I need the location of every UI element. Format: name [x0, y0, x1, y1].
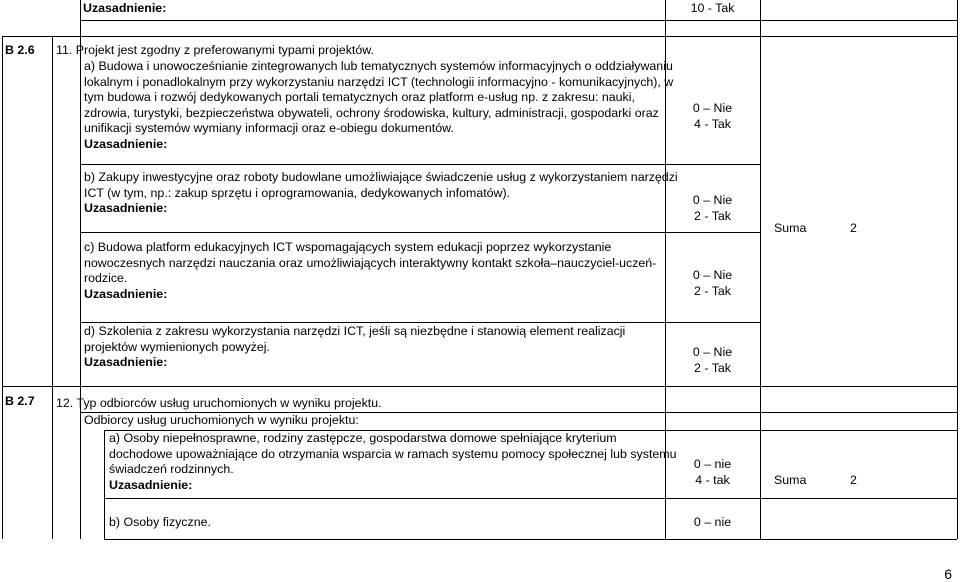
score-yes: 4 - tak [695, 472, 730, 487]
description-line: dochodowe upoważniające do otrzymania wsparcia w ramach systemu pomocy społecznej lub systemu [109, 446, 677, 461]
recipients-header: Odbiorcy usług uruchomionych w wyniku projektu: [84, 413, 359, 427]
score-no: 0 – Nie [692, 193, 733, 207]
rule [2, 36, 957, 37]
description-line: lokalnym i ponadlokalnym przy wykorzystaniu narzędzi ICT (technologii informacyjno - komunikacyjnych), w [84, 74, 674, 89]
criterion-id: B 2.7 [5, 394, 35, 408]
description-line: rodzice. [84, 271, 128, 286]
score-no: 0 – Nie [692, 101, 733, 115]
sum-label: Suma [774, 473, 807, 487]
description-line: c) Budowa platform edukacyjnych ICT wspomagających system edukacji poprzez wykorzystanie [84, 240, 612, 254]
rule [957, 0, 958, 539]
description-line: zdrowia, turystyki, bezpieczeństwa obywateli, ochrony środowiska, kultury, administracji, gospodarki oraz [84, 105, 659, 120]
rule [80, 20, 957, 21]
rule [760, 0, 761, 539]
justification-label: Uzasadnienie: [84, 201, 168, 216]
score-no: 0 – Nie [692, 268, 733, 282]
rule [80, 164, 760, 165]
score-value: 10 - Tak [690, 1, 735, 15]
score-yes: 2 - Tak [694, 208, 731, 223]
description-line: projektów wymienionych powyżej. [84, 339, 270, 354]
recipient-option-b: b) Osoby fizyczne. [109, 515, 211, 529]
description-line: d) Szkolenia z zakresu wykorzystania narzędzi ICT, jeśli są niezbędne i stanowią element realizacji [84, 324, 626, 338]
justification-label: Uzasadnienie: [84, 355, 168, 370]
score-yes: 2 - Tak [694, 360, 731, 375]
page-number: 6 [944, 566, 952, 582]
sum-value: 2 [850, 221, 857, 235]
rule [104, 539, 957, 540]
rule [104, 430, 105, 539]
criterion-id: B 2.6 [5, 43, 35, 57]
score-yes: 2 - Tak [694, 283, 731, 298]
sum-label: Suma [774, 221, 807, 235]
criterion-title: 11. Projekt jest zgodny z preferowanymi typami projektów. [56, 43, 374, 57]
rule [80, 232, 760, 233]
justification-label: Uzasadnienie: [83, 1, 167, 15]
description-line: świadczeń rodzinnych. [109, 462, 234, 477]
rule [2, 36, 3, 539]
description-line: unifikacji systemów wymiany informacji oraz e-obiegu dokumentów. [84, 121, 454, 136]
score-no: 0 – nie [693, 457, 732, 471]
rule [80, 0, 81, 539]
sum-value: 2 [850, 473, 857, 487]
score-yes: 4 - Tak [694, 116, 731, 131]
score-no: 0 – nie [693, 515, 732, 529]
rule [52, 36, 53, 539]
justification-label: Uzasadnienie: [84, 286, 168, 301]
description-line: ICT (w tym, np.: zakup sprzętu i oprogramowania, dedykowanych infomatów). [84, 185, 511, 200]
justification-label: Uzasadnienie: [109, 477, 193, 492]
rule [2, 386, 957, 387]
criterion-title: 12. Typ odbiorców usług uruchomionych w wyniku projektu. [56, 396, 382, 410]
description-line: b) Zakupy inwestycyjne oraz roboty budowlane umożliwiające świadczenie usług z wykorzystaniem narzędzi [84, 170, 678, 184]
description-line: tym budowa i rozwój dedykowanych portali tematycznych oraz platform e-usług np. z zakresu: nauki, [84, 90, 635, 105]
score-no: 0 – Nie [692, 345, 733, 359]
justification-label: Uzasadnienie: [84, 137, 168, 151]
rule [80, 322, 760, 323]
description-line: nowoczesnych narzędzi nauczania oraz umożliwiających interaktywny kontakt szkoła–nauczyciel-uczeń- [84, 255, 657, 270]
rule [104, 498, 957, 499]
description-line: a) Osoby niepełnosprawne, rodziny zastępcze, gospodarstwa domowe spełniające kryterium [109, 431, 617, 445]
description-line: a) Budowa i unowocześnianie zintegrowanych lub tematycznych systemów informacyjnych o oddziaływaniu [84, 59, 673, 73]
